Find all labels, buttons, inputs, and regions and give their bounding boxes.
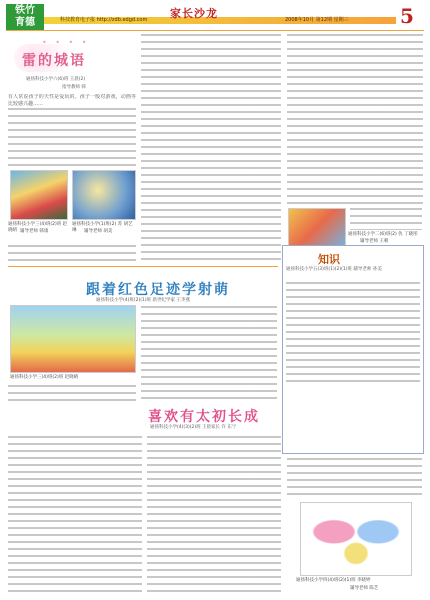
article-3-title: 喜欢有太初长成 [148,409,260,425]
drawing-2-teacher: 辅导老师 胡美 [84,229,113,234]
children-drawing-ocean [288,208,346,246]
drawing-3-teacher: 辅导老师 王朝 [360,239,389,244]
drawing-2-caption: 通扬科技小学(1)班(2) 苏 胡艺琳 [72,222,133,233]
article-1-teacher: 指导教师 韩 [62,85,86,90]
drawing-5-teacher: 辅导老师 陈艺 [350,586,379,591]
article-2-body-col2 [141,306,277,401]
article-1-title: 雷的城语 [22,53,86,69]
article-3-body-col1 [8,436,142,596]
knowledge-byline: 通扬科技小学五(3)班(1)(2)(1)班 辅导老师 孙美 [286,267,382,272]
article-3-body-col2 [147,436,281,596]
article-1-body-col3 [287,34,423,204]
knowledge-title: 知识 [318,253,340,266]
article-2-title: 跟着红色足迹学射萌 [86,282,230,298]
drawing-4-caption: 通扬科技小学三(4)班(2)班 赵晓晴 [10,375,79,380]
article-2-body-col0 [8,245,136,265]
header-info-left: 科技教育电子报 http://zdb.edgd.com [60,17,148,23]
children-drawing-butterfly [300,502,412,576]
knowledge-body [286,282,420,382]
children-drawing-space [72,170,136,220]
article-1-body-col4 [350,208,422,230]
masthead-logo [6,4,44,31]
drawing-5-caption: 通扬科技小学四(4)班(2)(1)班 李晓婷 [296,578,371,583]
article-1-intro: 有人常说孩子的天性是爱玩的。孩子一般对游戏，动画等比较感兴趣…… [8,94,136,108]
decorative-dots: • • • • [42,38,90,47]
article-2-byline: 通扬科技小学(4)班(2)(1)班 新世纪学家 王李燕 [96,298,190,303]
header-divider [6,30,424,31]
article-3-body-col3 [287,458,422,498]
logo-line-1: 铁竹 [15,5,35,16]
page-number: 5 [400,4,414,28]
drawing-1-teacher: 辅导老师 韩康 [20,229,49,234]
section-title: 家长沙龙 [170,7,218,20]
article-3-byline: 通扬科技小学(4)(3)(2)班 王晨家长 许 东宁 [150,425,237,430]
header-info-right: 2008年10月 第12期 星期三 [285,17,349,23]
children-drawing-city [10,170,68,220]
article-1-body-col1 [8,108,136,168]
logo-line-2: 育德 [15,17,35,28]
children-drawing-landscape [10,305,136,373]
section-divider [8,266,278,267]
article-1-byline: 通扬科技小学六(6)班 王晨(2) [26,77,86,82]
article-2-body-col1 [8,385,136,403]
article-1-body-col2 [141,34,281,264]
drawing-1-caption: 通扬科技小学三(4)班(2)班 赵晓晴 [8,222,68,233]
drawing-3-caption: 通扬科技小学二(6)班(2) 仇 丁晓彤 [348,232,418,237]
